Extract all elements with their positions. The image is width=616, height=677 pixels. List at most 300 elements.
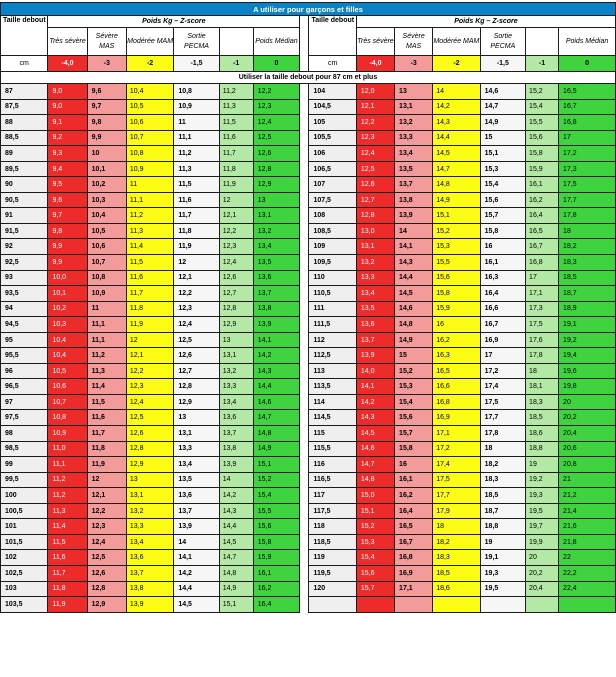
weight-cell: 22,2 [559, 565, 616, 581]
column-gap [300, 379, 309, 395]
weight-cell: 13,4 [253, 239, 299, 255]
weight-cell: 20,2 [526, 565, 559, 581]
weight-cell: 10,4 [126, 84, 173, 100]
weight-cell: 13,1 [356, 239, 394, 255]
weight-cell: 15,6 [433, 270, 480, 286]
height-cell: 110,5 [309, 286, 356, 302]
weight-cell: 13,1 [395, 99, 433, 115]
column-gap [300, 550, 309, 566]
weight-cell: 13,7 [356, 332, 394, 348]
weight-cell: 13,9 [219, 457, 253, 473]
weight-cell: 9,8 [87, 115, 126, 131]
unit-left-4: -1,5 [174, 56, 219, 72]
weight-cell: 17,1 [395, 581, 433, 597]
weight-cell: 12,4 [87, 534, 126, 550]
weight-cell: 12,8 [126, 441, 173, 457]
height-cell: 114,5 [309, 410, 356, 426]
weight-cell: 17,2 [433, 441, 480, 457]
weight-cell: 17,3 [526, 301, 559, 317]
height-cell: 113,5 [309, 379, 356, 395]
table-row [1, 550, 616, 566]
weight-cell: 12,7 [356, 192, 394, 208]
weight-cell: 13,6 [126, 550, 173, 566]
height-cell: 105 [309, 115, 356, 131]
column-label-left-tres-severe: Très sévère [48, 28, 87, 56]
height-cell: 111,5 [309, 317, 356, 333]
weight-cell: 9,5 [48, 177, 87, 193]
weight-cell: 13,2 [126, 503, 173, 519]
weight-cell: 12,8 [87, 581, 126, 597]
height-cell: 119,5 [309, 565, 356, 581]
weight-cell: 18,7 [480, 503, 525, 519]
table-row [1, 597, 616, 613]
column-gap [300, 301, 309, 317]
height-cell: 99,5 [1, 472, 48, 488]
weight-cell: 14,6 [356, 441, 394, 457]
column-gap [300, 161, 309, 177]
weight-cell: 19,7 [526, 519, 559, 535]
column-label-right-sortie-pecma: Sortie PECMA [480, 28, 525, 56]
weight-cell: 12,3 [356, 130, 394, 146]
weight-cell: 9,7 [48, 208, 87, 224]
column-gap [300, 597, 309, 613]
table-row [1, 84, 616, 100]
weight-cell: 14,3 [219, 503, 253, 519]
height-cell: 108,5 [309, 223, 356, 239]
weight-cell: 12,4 [356, 146, 394, 162]
weight-cell: 15,5 [253, 503, 299, 519]
column-label-left-sortie-pecma: Sortie PECMA [174, 28, 219, 56]
weight-cell: 11,3 [126, 223, 173, 239]
weight-cell: 14,3 [356, 410, 394, 426]
weight-cell: 15,6 [480, 192, 525, 208]
weight-cell: 15,2 [433, 223, 480, 239]
weight-cell: 14,3 [433, 115, 480, 131]
height-cell: 91,5 [1, 223, 48, 239]
weight-cell: 9,9 [48, 255, 87, 271]
weight-cell: 13,9 [126, 597, 173, 613]
weight-cell: 13,1 [253, 208, 299, 224]
table-row [1, 192, 616, 208]
column-gap [300, 208, 309, 224]
zscore-label-left: Poids Kg – Z-score [48, 16, 300, 28]
weight-cell: 13 [395, 84, 433, 100]
height-cell: 90,5 [1, 192, 48, 208]
weight-cell: 16,5 [559, 84, 616, 100]
weight-cell: 19,5 [526, 503, 559, 519]
weight-cell: 21,8 [559, 534, 616, 550]
table-row [1, 332, 616, 348]
weight-cell: 19 [526, 457, 559, 473]
weight-cell: 15,3 [433, 239, 480, 255]
weight-cell: 16,5 [395, 519, 433, 535]
height-cell: 87 [1, 84, 48, 100]
weight-cell: 14,4 [253, 379, 299, 395]
weight-cell: 15,1 [433, 208, 480, 224]
weight-cell: 12 [219, 192, 253, 208]
weight-cell: 10,4 [87, 208, 126, 224]
weight-cell: 16,7 [526, 239, 559, 255]
column-gap [300, 270, 309, 286]
table-row [1, 379, 616, 395]
weight-cell: 14,9 [395, 332, 433, 348]
weight-cell: 17,5 [526, 317, 559, 333]
weight-cell: 15,8 [526, 146, 559, 162]
weight-cell: 15,7 [356, 581, 394, 597]
weight-cell: 11,7 [87, 426, 126, 442]
height-cell: 118 [309, 519, 356, 535]
weight-cell: 12,4 [219, 255, 253, 271]
weight-cell: 11,7 [126, 286, 173, 302]
weight-cell: 11,6 [48, 550, 87, 566]
height-cell: 109,5 [309, 255, 356, 271]
weight-cell: 14,4 [174, 581, 219, 597]
weight-cell: 13,4 [356, 286, 394, 302]
weight-cell: 12,0 [356, 84, 394, 100]
weight-cell: 11,1 [48, 457, 87, 473]
height-cell: 111 [309, 301, 356, 317]
column-gap [300, 441, 309, 457]
weight-cell: 13,6 [253, 270, 299, 286]
height-cell: 99 [1, 457, 48, 473]
weight-cell: 20,4 [526, 581, 559, 597]
weight-cell: 11,2 [48, 472, 87, 488]
height-cell: 114 [309, 394, 356, 410]
weight-cell: 18,3 [433, 550, 480, 566]
weight-cell: 13,7 [219, 426, 253, 442]
weight-cell: 18,5 [433, 565, 480, 581]
weight-cell: 18,2 [559, 239, 616, 255]
weight-cell: 11,7 [219, 146, 253, 162]
height-cell: 90 [1, 177, 48, 193]
unit-left-0: cm [1, 56, 48, 72]
weight-cell: 12 [126, 332, 173, 348]
weight-cell: 14,4 [433, 130, 480, 146]
weight-cell: 18,3 [480, 472, 525, 488]
weight-cell: 13 [219, 332, 253, 348]
height-cell: 92,5 [1, 255, 48, 271]
height-cell: 108 [309, 208, 356, 224]
column-gap [300, 519, 309, 535]
weight-cell: 13 [126, 472, 173, 488]
weight-cell: 10 [87, 146, 126, 162]
weight-cell: 16,8 [433, 394, 480, 410]
height-cell: 103,5 [1, 597, 48, 613]
weight-cell: 17,5 [480, 394, 525, 410]
table-row [1, 301, 616, 317]
weight-cell: 10,6 [48, 379, 87, 395]
weight-cell: 19,1 [559, 317, 616, 333]
weight-cell: 14,0 [356, 363, 394, 379]
height-cell: 88 [1, 115, 48, 131]
column-gap [300, 472, 309, 488]
weight-cell: 10,8 [87, 270, 126, 286]
height-cell: 106 [309, 146, 356, 162]
weight-cell: 11 [87, 301, 126, 317]
weight-cell: 14,7 [219, 550, 253, 566]
weight-cell: 11,8 [126, 301, 173, 317]
weight-cell: 18 [526, 363, 559, 379]
weight-cell: 15,1 [480, 146, 525, 162]
height-cell: 89 [1, 146, 48, 162]
table-row [1, 99, 616, 115]
column-gap [300, 130, 309, 146]
weight-cell: 9,0 [48, 99, 87, 115]
weight-cell: 13,4 [126, 534, 173, 550]
weight-cell: 15,4 [526, 99, 559, 115]
height-cell: 100,5 [1, 503, 48, 519]
weight-cell: 15,1 [219, 597, 253, 613]
table-row [1, 394, 616, 410]
weight-cell: 11,5 [48, 534, 87, 550]
column-label-right-tres-severe: Très sévère [356, 28, 394, 56]
weight-cell: 11,5 [174, 177, 219, 193]
weight-cell: 16,9 [433, 410, 480, 426]
weight-cell: 9,0 [48, 84, 87, 100]
height-cell: 115 [309, 426, 356, 442]
weight-cell: 18,8 [480, 519, 525, 535]
table-row [1, 534, 616, 550]
weight-cell: 13,7 [253, 286, 299, 302]
weight-cell: 16,4 [526, 208, 559, 224]
column-label-left-z-1 [219, 28, 253, 56]
weight-cell: 11,6 [174, 192, 219, 208]
table-row [1, 503, 616, 519]
weight-cell: 15,0 [356, 488, 394, 504]
weight-cell: 16,7 [395, 534, 433, 550]
weight-cell: 14,2 [174, 565, 219, 581]
height-cell: 97 [1, 394, 48, 410]
weight-cell: 13,3 [356, 270, 394, 286]
weight-cell: 11,6 [87, 410, 126, 426]
weight-cell: 16,6 [433, 379, 480, 395]
weight-cell: 12,3 [253, 99, 299, 115]
weight-cell: 12,1 [87, 488, 126, 504]
weight-cell: 11,3 [87, 363, 126, 379]
weight-cell: 16,3 [480, 270, 525, 286]
weight-cell: 13,0 [356, 223, 394, 239]
table-row [1, 177, 616, 193]
weight-cell: 11,9 [174, 239, 219, 255]
height-cell: 93,5 [1, 286, 48, 302]
weight-cell: 20,6 [559, 441, 616, 457]
weight-cell: 10,3 [48, 317, 87, 333]
weight-cell: 19,1 [480, 550, 525, 566]
weight-cell: 22 [559, 550, 616, 566]
weight-cell: 11,9 [87, 457, 126, 473]
height-cell: 119 [309, 550, 356, 566]
weight-cell: 11,8 [219, 161, 253, 177]
table-row [1, 161, 616, 177]
weight-cell: 12,6 [87, 565, 126, 581]
height-cell: 110 [309, 270, 356, 286]
weight-cell: 11,1 [87, 332, 126, 348]
height-cell: 95,5 [1, 348, 48, 364]
weight-cell: 14,5 [219, 534, 253, 550]
weight-cell: 14,9 [433, 192, 480, 208]
weight-cell: 21,6 [559, 519, 616, 535]
column-label-right-poids-median: Poids Médian [559, 28, 616, 56]
weight-cell: 15,8 [433, 286, 480, 302]
weight-cell: 11,7 [48, 565, 87, 581]
weight-cell: 12,2 [174, 286, 219, 302]
weight-cell: 14,7 [433, 161, 480, 177]
weight-cell: 11,6 [126, 270, 173, 286]
column-gap [300, 410, 309, 426]
column-gap [300, 348, 309, 364]
weight-cell: 19,2 [526, 472, 559, 488]
weight-cell: 15,1 [356, 503, 394, 519]
weight-cell: 13,3 [219, 379, 253, 395]
table-title: A utiliser pour garçons et filles [1, 3, 616, 16]
table-row [1, 130, 616, 146]
weight-cell: 17,8 [559, 208, 616, 224]
weight-cell: 13,2 [395, 115, 433, 131]
weight-cell: 14,1 [253, 332, 299, 348]
column-gap [300, 457, 309, 473]
column-gap [300, 581, 309, 597]
weight-cell: 11,1 [126, 192, 173, 208]
weight-cell: 12,6 [219, 270, 253, 286]
weight-cell: 15,4 [356, 550, 394, 566]
weight-cell: 13,4 [395, 146, 433, 162]
weight-cell: 10,2 [87, 177, 126, 193]
weight-cell [395, 597, 433, 613]
weight-cell: 19,4 [559, 348, 616, 364]
weight-cell: 14 [174, 534, 219, 550]
weight-cell: 20,2 [559, 410, 616, 426]
weight-cell: 12,5 [253, 130, 299, 146]
weight-cell: 18,8 [526, 441, 559, 457]
weight-cell [526, 597, 559, 613]
table-row [1, 239, 616, 255]
weight-cell: 13 [253, 192, 299, 208]
height-cell: 102,5 [1, 565, 48, 581]
weight-cell: 13,8 [253, 301, 299, 317]
height-cell: 104 [309, 84, 356, 100]
weight-cell: 13,5 [253, 255, 299, 271]
column-gap [300, 286, 309, 302]
weight-cell: 16,1 [526, 177, 559, 193]
weight-cell: 11,4 [126, 239, 173, 255]
weight-cell: 16,1 [480, 255, 525, 271]
weight-for-height-table [0, 2, 616, 613]
column-gap [300, 99, 309, 115]
weight-cell: 14,2 [433, 99, 480, 115]
unit-right-0: cm [309, 56, 356, 72]
unit-right-4: -1,5 [480, 56, 525, 72]
weight-cell: 17,8 [526, 348, 559, 364]
weight-cell: 10,0 [48, 270, 87, 286]
weight-cell: 15,7 [480, 208, 525, 224]
column-gap [300, 394, 309, 410]
weight-cell: 11,5 [126, 255, 173, 271]
table-row [1, 317, 616, 333]
height-cell [309, 597, 356, 613]
weight-cell: 14,2 [253, 348, 299, 364]
weight-cell: 17,7 [433, 488, 480, 504]
height-cell: 98 [1, 426, 48, 442]
weight-cell: 17,1 [526, 286, 559, 302]
weight-cell: 13,8 [395, 192, 433, 208]
unit-right-2: -3 [395, 56, 433, 72]
height-cell: 94 [1, 301, 48, 317]
weight-cell [356, 597, 394, 613]
height-cell: 117,5 [309, 503, 356, 519]
weight-cell: 20,4 [559, 426, 616, 442]
height-cell: 112 [309, 332, 356, 348]
table-row [1, 255, 616, 271]
column-gap [300, 192, 309, 208]
column-gap [300, 317, 309, 333]
weight-cell: 18,6 [433, 581, 480, 597]
weight-cell: 10,6 [126, 115, 173, 131]
weight-cell: 17,4 [433, 457, 480, 473]
weight-cell: 11,7 [174, 208, 219, 224]
weight-cell: 16,8 [526, 255, 559, 271]
weight-cell: 10,1 [87, 161, 126, 177]
column-label-left-poids-median: Poids Médian [253, 28, 299, 56]
unit-left-2: -3 [87, 56, 126, 72]
weight-cell: 13,9 [174, 519, 219, 535]
weight-cell: 18,7 [559, 286, 616, 302]
height-cell: 107 [309, 177, 356, 193]
weight-cell: 10,8 [174, 84, 219, 100]
weight-cell: 10,5 [126, 99, 173, 115]
weight-cell: 13,2 [356, 255, 394, 271]
weight-cell: 9,3 [48, 146, 87, 162]
weight-cell: 11,4 [48, 519, 87, 535]
weight-cell: 17,8 [480, 426, 525, 442]
weight-cell: 14,7 [356, 457, 394, 473]
weight-cell: 13,5 [356, 301, 394, 317]
weight-cell: 15,8 [480, 223, 525, 239]
unit-left-1: -4,0 [48, 56, 87, 72]
weight-cell: 11,5 [219, 115, 253, 131]
weight-cell: 12,8 [219, 301, 253, 317]
weight-cell: 14,1 [174, 550, 219, 566]
weight-cell: 15,9 [433, 301, 480, 317]
weight-cell: 20 [559, 394, 616, 410]
weight-cell: 12,7 [219, 286, 253, 302]
weight-cell: 14,5 [395, 286, 433, 302]
weight-cell: 12,5 [174, 332, 219, 348]
height-cell: 100 [1, 488, 48, 504]
weight-cell: 11,9 [219, 177, 253, 193]
height-cell: 95 [1, 332, 48, 348]
weight-cell: 11,8 [48, 581, 87, 597]
height-cell: 103 [1, 581, 48, 597]
weight-cell: 17,5 [559, 177, 616, 193]
weight-cell: 11,1 [87, 317, 126, 333]
weight-cell: 12,9 [87, 597, 126, 613]
weight-cell: 10,4 [48, 332, 87, 348]
weight-cell: 15,2 [253, 472, 299, 488]
weight-cell: 11,8 [174, 223, 219, 239]
weight-cell: 17,7 [480, 410, 525, 426]
weight-cell: 11,8 [87, 441, 126, 457]
column-gap [300, 332, 309, 348]
weight-cell: 15 [395, 348, 433, 364]
column-gap [300, 363, 309, 379]
weight-cell: 14,6 [480, 84, 525, 100]
weight-cell: 14,7 [480, 99, 525, 115]
weight-cell: 12,2 [219, 223, 253, 239]
height-cell: 97,5 [1, 410, 48, 426]
weight-cell: 13,7 [126, 565, 173, 581]
weight-cell: 19,8 [559, 379, 616, 395]
weight-cell: 19,2 [559, 332, 616, 348]
